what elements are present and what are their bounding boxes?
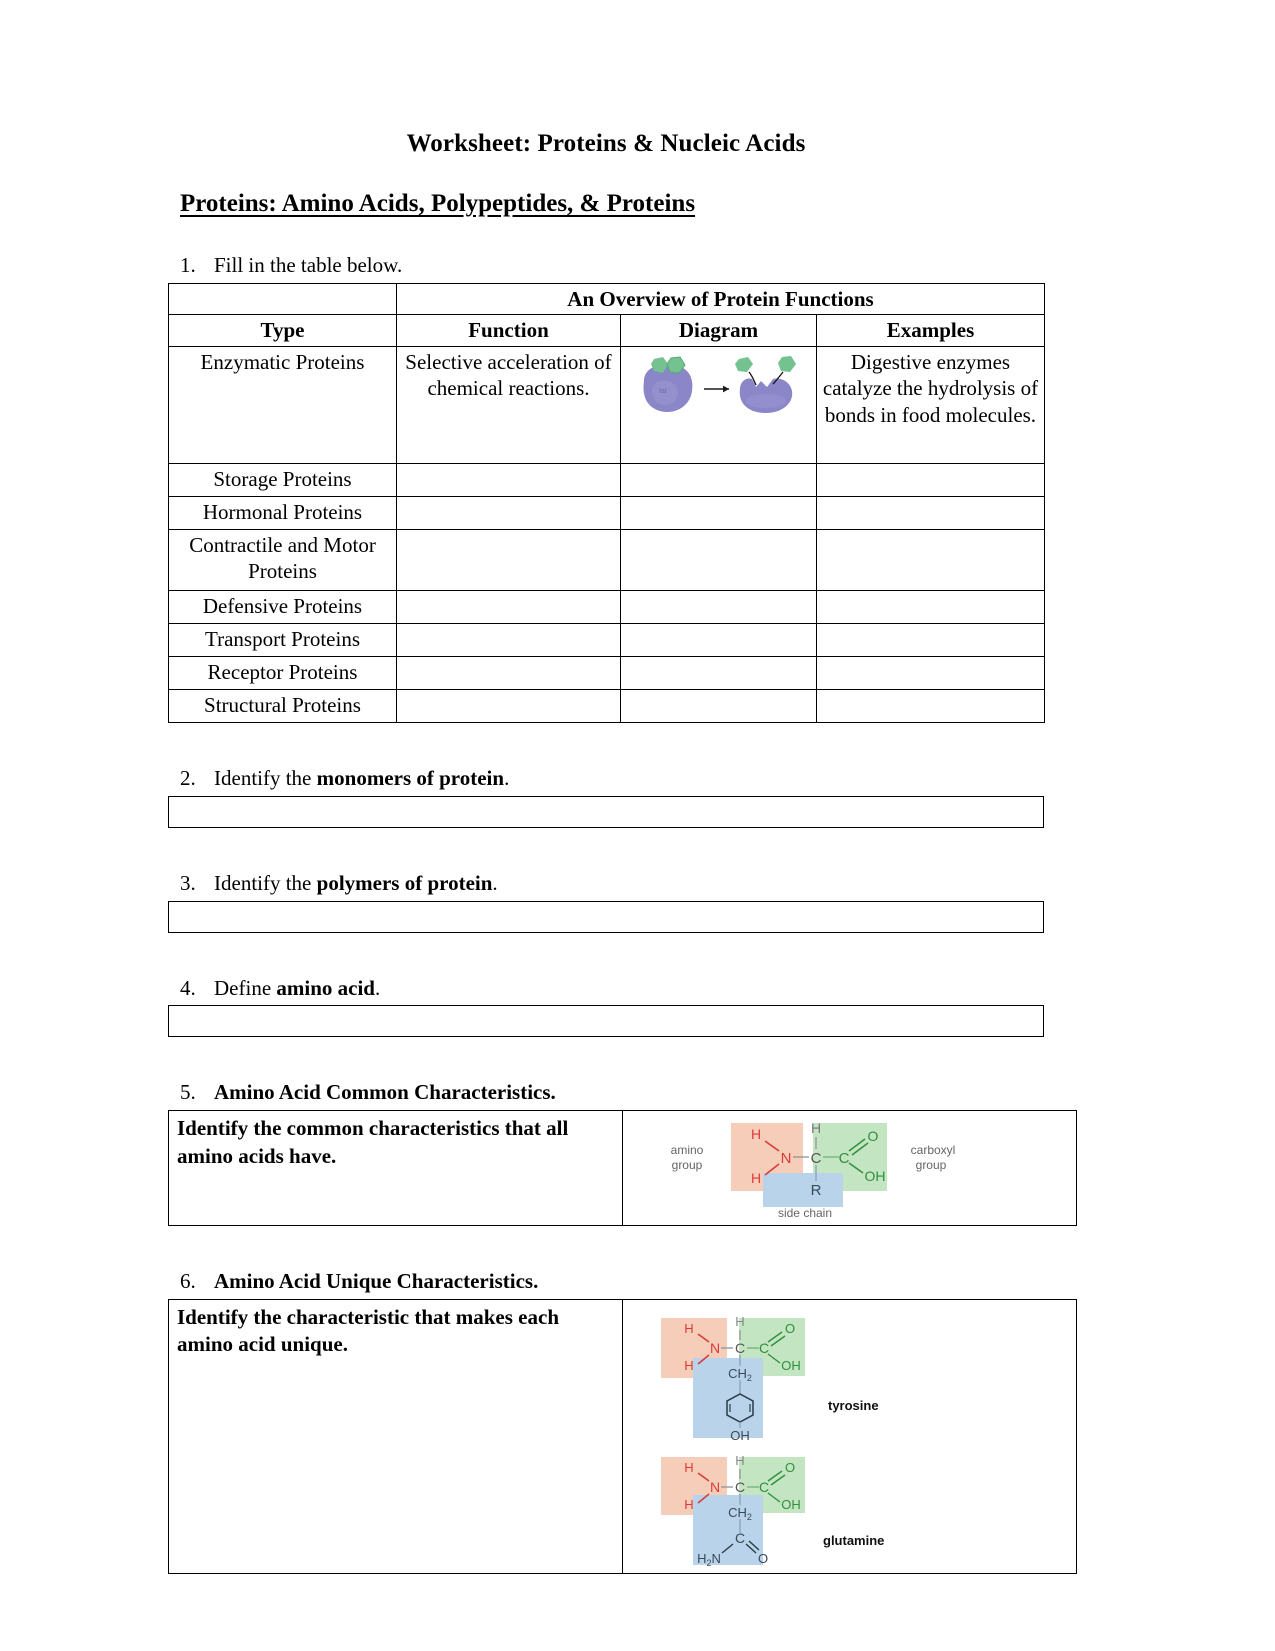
question-4-bold: amino acid [276, 975, 375, 1000]
cell-type-contractile: Contractile and Motor Proteins [169, 529, 397, 590]
question-2-suffix: . [504, 765, 510, 790]
question-3 [168, 870, 1044, 897]
cell-examples-storage[interactable] [817, 463, 1045, 496]
table-row [169, 346, 1045, 463]
figure-cell-unique-amino-acids [623, 1300, 1077, 1574]
cell-examples-receptor[interactable] [817, 656, 1045, 689]
answer-area-unique-characteristics[interactable] [169, 1300, 623, 1574]
atom-h-upper-left: H [684, 1321, 694, 1337]
cell-type-transport: Transport Proteins [169, 623, 397, 656]
table-row [169, 623, 1045, 656]
question-2-number: 2. [180, 765, 196, 790]
atom-oh: OH [781, 1358, 801, 1374]
question-4-suffix: . [374, 975, 381, 1000]
overview-header: An Overview of Protein Functions [397, 283, 1045, 314]
atom-oh: OH [781, 1497, 801, 1513]
question-3-prefix: Identify the [214, 870, 317, 895]
label-glutamine: glutamine [823, 1533, 885, 1549]
cell-function-contractile[interactable] [397, 529, 621, 590]
cell-type-hormonal: Hormonal Proteins [169, 496, 397, 529]
atom-ch2: $CH_2$ [728, 1505, 752, 1523]
table-header-row-overview [169, 283, 1045, 314]
cell-type-defensive: Defensive Proteins [169, 590, 397, 623]
atom-c-carboxyl: C [758, 1340, 770, 1357]
atom-o-amide: O [757, 1551, 769, 1567]
cell-diagram-transport[interactable] [621, 623, 817, 656]
page-content [168, 130, 1044, 1574]
common-characteristics-prompt: Identify the common characteristics that all amino acids have. [177, 1116, 569, 1168]
cell-function-storage[interactable] [397, 463, 621, 496]
question-5-number: 5. [180, 1080, 196, 1105]
page-title: Worksheet: Proteins & Nucleic Acids [406, 130, 806, 157]
atom-c-alpha: C [734, 1479, 746, 1496]
atom-n: N [780, 1150, 792, 1168]
atom-h2n: $H_2N$ [697, 1551, 721, 1569]
question-1-number: 1. [180, 253, 196, 277]
table-header-row-columns [169, 315, 1045, 346]
cell-function-receptor[interactable] [397, 656, 621, 689]
cell-function-hormonal[interactable] [397, 496, 621, 529]
table-row [169, 496, 1045, 529]
label-tyrosine: tyrosine [828, 1398, 879, 1414]
atom-h-upper-left: H [750, 1126, 762, 1143]
table-row [169, 689, 1045, 722]
atom-oh: OH [864, 1168, 886, 1185]
cell-examples-enzymatic: Digestive enzymes catalyze the hydrolysis of bonds in food molecules. [817, 346, 1045, 463]
label-amino-group-line1: amino [670, 1143, 704, 1158]
cell-diagram-storage[interactable] [621, 463, 817, 496]
question-6-text: Amino Acid Unique Characteristics. [214, 1269, 539, 1294]
glutamine-structure-icon [643, 1449, 903, 1569]
column-header-function: Function [397, 315, 621, 346]
cell-function-transport[interactable] [397, 623, 621, 656]
atom-o-double: O [784, 1321, 796, 1337]
cell-type-enzymatic: Enzymatic Proteins [169, 346, 397, 463]
cell-diagram-hormonal[interactable] [621, 496, 817, 529]
question-5 [168, 1079, 1044, 1106]
cell-type-storage: Storage Proteins [169, 463, 397, 496]
cell-examples-defensive[interactable] [817, 590, 1045, 623]
atom-c-alpha: C [810, 1150, 822, 1168]
atom-h-upper-left: H [684, 1460, 694, 1476]
atom-h-lower-left: H [684, 1358, 694, 1374]
table-row [169, 656, 1045, 689]
atom-h-top: H [810, 1120, 822, 1137]
atom-h-top: H [735, 1314, 745, 1330]
question-6 [168, 1268, 1044, 1295]
table-row [169, 529, 1045, 590]
question-6-number: 6. [180, 1269, 196, 1294]
unique-characteristics-prompt: Identify the characteristic that makes each amino acid unique. [177, 1305, 559, 1357]
question-5-text: Amino Acid Common Characteristics. [214, 1080, 556, 1105]
cell-diagram-defensive[interactable] [621, 590, 817, 623]
atom-o-double: O [784, 1460, 796, 1476]
column-header-type: Type [169, 315, 397, 346]
atom-n: N [709, 1340, 721, 1357]
cell-diagram-structural[interactable] [621, 689, 817, 722]
cell-diagram-enzymatic [621, 346, 817, 463]
question-3-suffix: . [492, 870, 498, 895]
atom-h-top: H [735, 1453, 745, 1469]
question-2-bold: monomers of protein [316, 765, 505, 790]
tyrosine-structure-icon [643, 1308, 903, 1443]
atom-r: R [810, 1182, 822, 1200]
atom-c-carboxyl: C [838, 1150, 850, 1168]
section-heading: Proteins: Amino Acids, Polypeptides, & Proteins [180, 190, 696, 217]
atom-ch2: $CH_2$ [728, 1366, 752, 1384]
svg-text:fat: fat [658, 387, 667, 395]
cell-examples-contractile[interactable] [817, 529, 1045, 590]
cell-function-defensive[interactable] [397, 590, 621, 623]
cell-function-enzymatic: Selective acceleration of chemical reactions. [397, 346, 621, 463]
answer-area-common-characteristics[interactable] [169, 1111, 623, 1226]
cell-examples-structural[interactable] [817, 689, 1045, 722]
cell-function-structural[interactable] [397, 689, 621, 722]
label-side-chain: side chain [777, 1206, 833, 1221]
cell-examples-transport[interactable] [817, 623, 1045, 656]
atom-c-alpha: C [734, 1340, 746, 1357]
atom-h-lower-left: H [750, 1170, 762, 1187]
atom-c-carboxyl: C [758, 1479, 770, 1496]
question-2 [168, 765, 1044, 792]
question-2-prefix: Identify the [214, 765, 317, 790]
enzyme-substrate-diagram-icon [630, 351, 808, 425]
question-4-number: 4. [180, 975, 196, 1000]
cell-type-structural: Structural Proteins [169, 689, 397, 722]
question-3-bold: polymers of protein [316, 870, 493, 895]
figure-cell-generic-amino-acid [623, 1111, 1077, 1226]
table-row [169, 1300, 1077, 1574]
cell-type-receptor: Receptor Proteins [169, 656, 397, 689]
question-1 [168, 252, 1044, 279]
label-amino-group-line2: group [671, 1158, 703, 1173]
column-header-examples: Examples [817, 315, 1045, 346]
atom-o-double: O [867, 1128, 879, 1145]
question-4-prefix: Define [214, 975, 277, 1000]
atom-c-amide: C [734, 1530, 746, 1547]
cell-diagram-receptor[interactable] [621, 656, 817, 689]
cell-examples-hormonal[interactable] [817, 496, 1045, 529]
atom-h-lower-left: H [684, 1497, 694, 1513]
answer-box-question-3[interactable] [168, 901, 1044, 933]
label-carboxyl-group-line1: carboxyl [910, 1143, 956, 1158]
question-3-number: 3. [180, 870, 196, 895]
atom-ring-oh: OH [730, 1428, 750, 1444]
unique-characteristics-table [168, 1299, 1077, 1574]
table-row [169, 463, 1045, 496]
common-characteristics-table [168, 1110, 1077, 1226]
table-row [169, 1111, 1077, 1226]
empty-corner-cell [169, 283, 397, 314]
table-row [169, 590, 1045, 623]
question-1-text: Fill in the table below. [214, 253, 403, 277]
question-4 [168, 975, 1044, 1002]
generic-amino-acid-structure-icon [643, 1115, 1043, 1221]
protein-functions-table [168, 283, 1045, 723]
atom-n: N [709, 1479, 721, 1496]
answer-box-question-2[interactable] [168, 796, 1044, 828]
answer-box-question-4[interactable] [168, 1005, 1044, 1037]
cell-diagram-contractile[interactable] [621, 529, 817, 590]
label-carboxyl-group-line2: group [915, 1158, 947, 1173]
column-header-diagram: Diagram [621, 315, 817, 346]
